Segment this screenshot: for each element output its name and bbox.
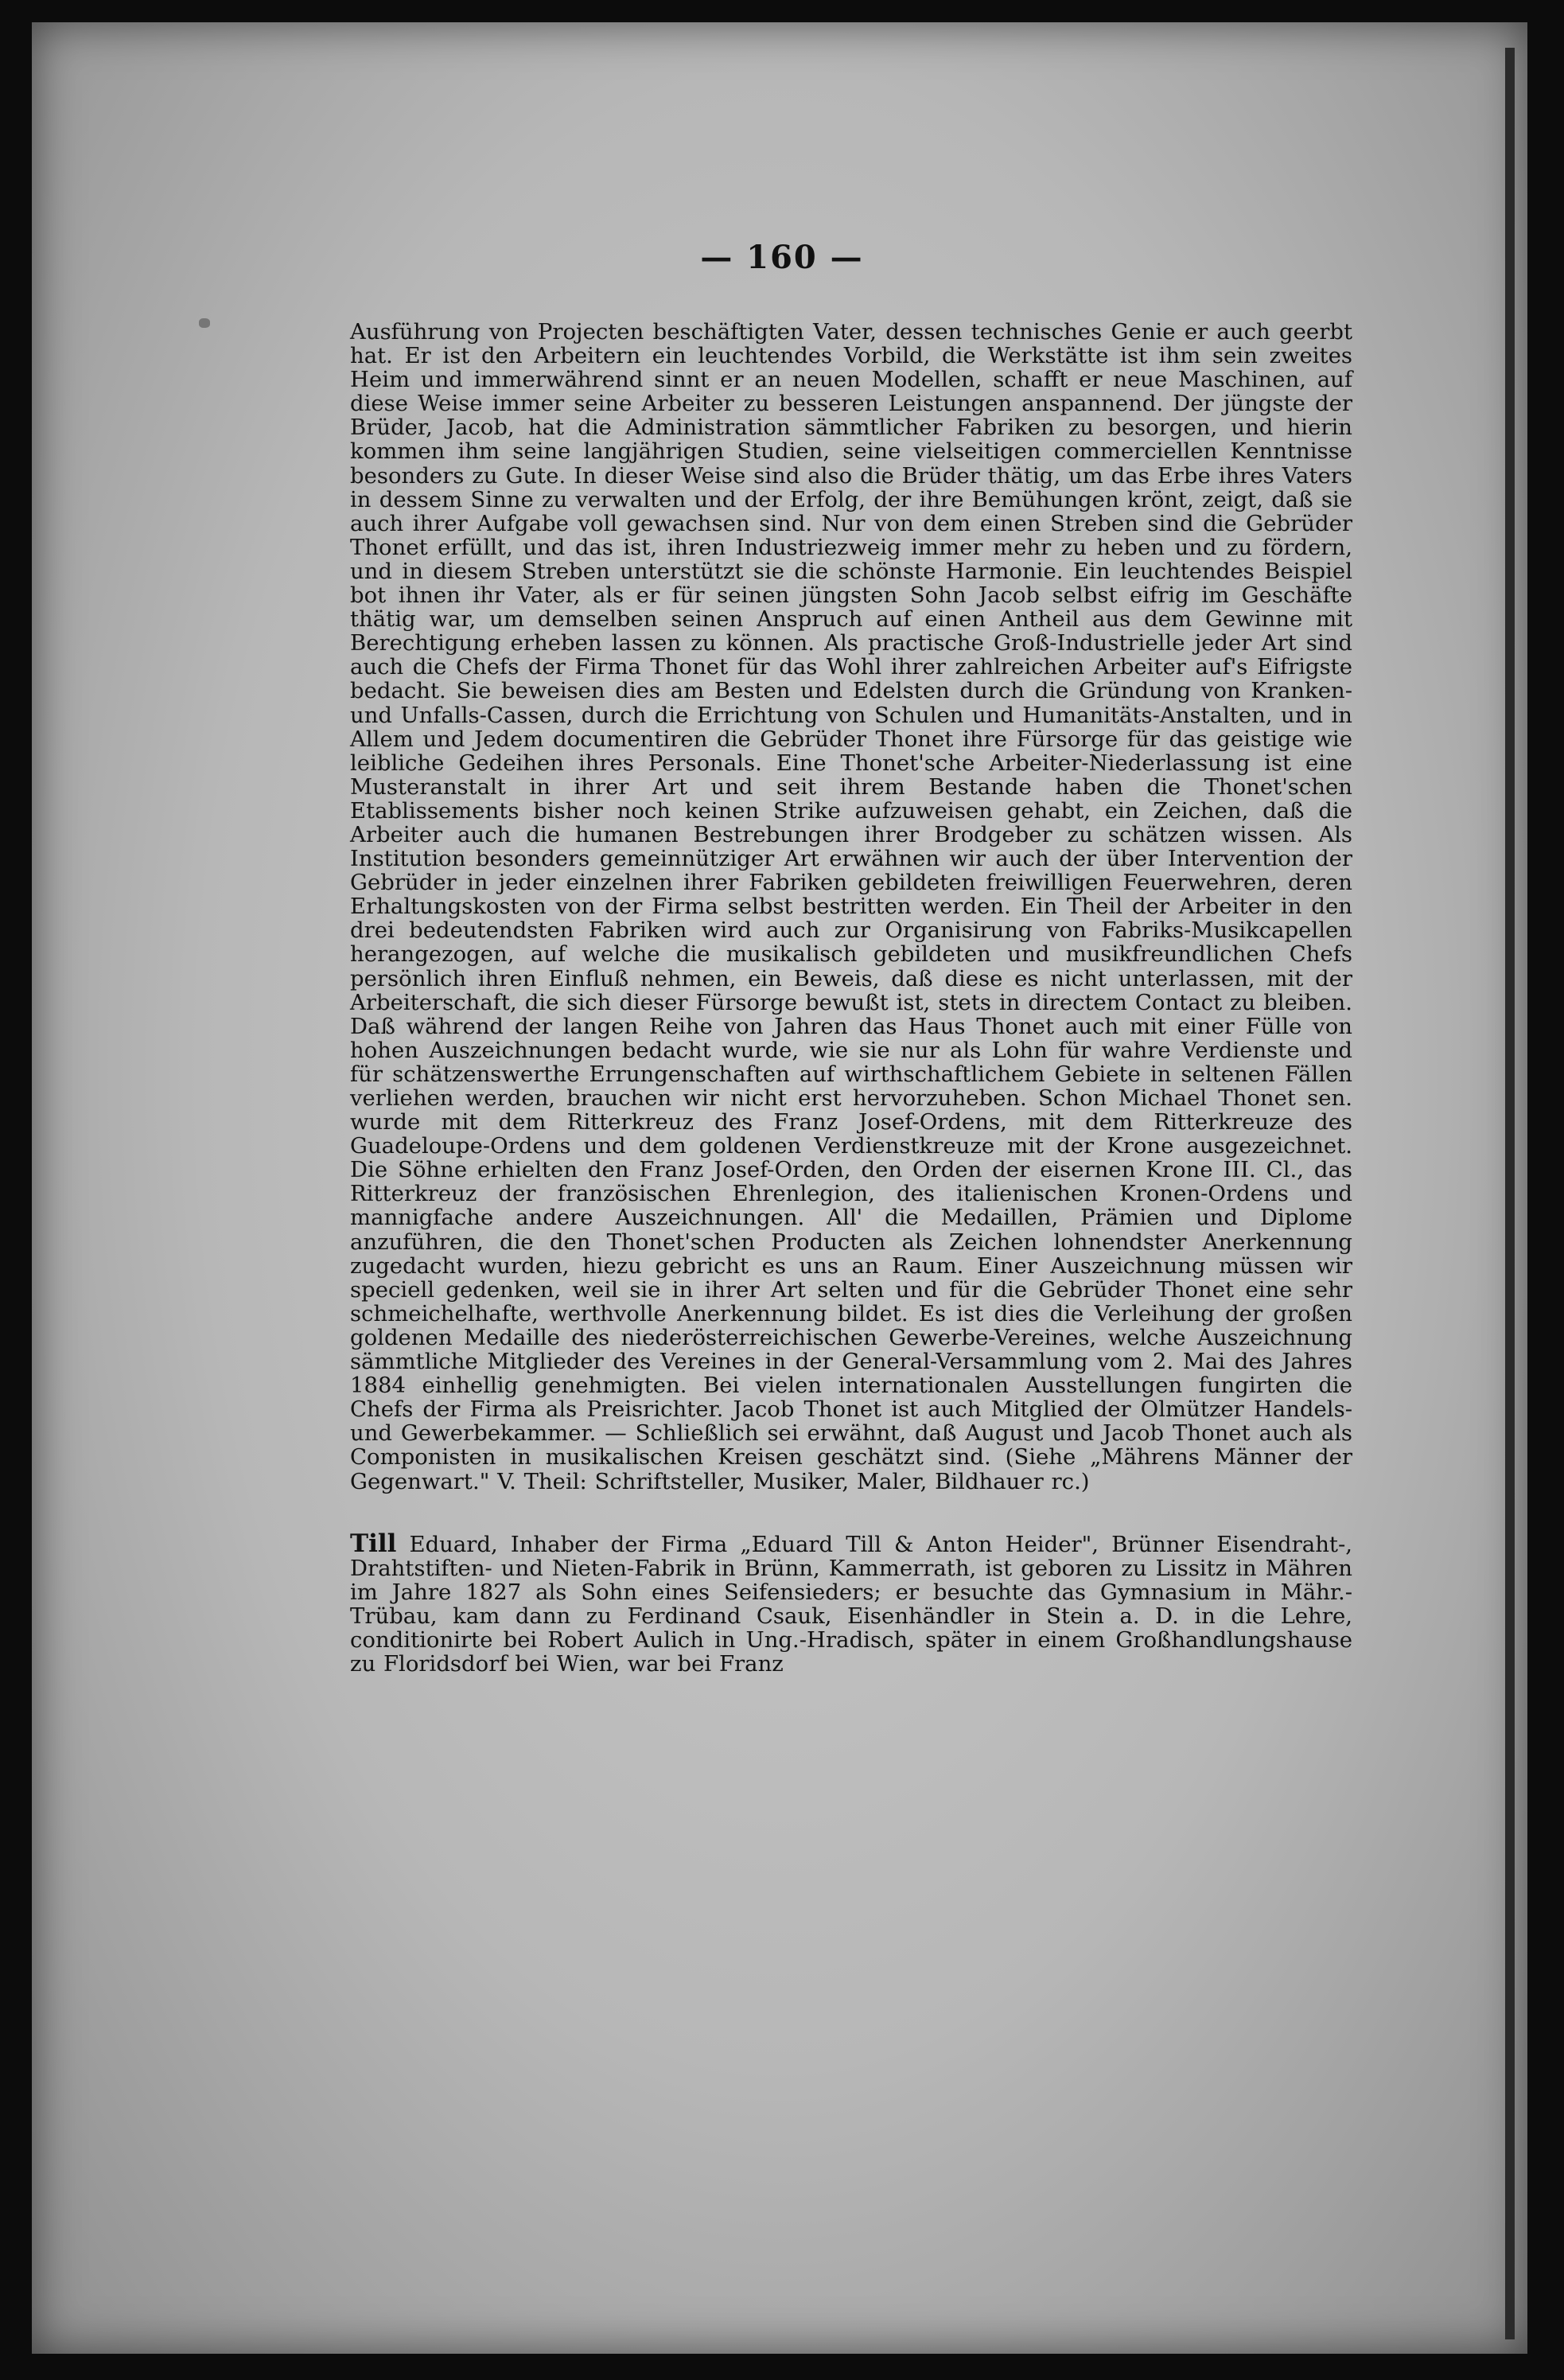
body-text	[350, 320, 1352, 1676]
paragraph-till	[350, 1529, 1352, 1677]
entry-name: Till	[350, 1529, 397, 1558]
ink-spot	[199, 318, 210, 328]
entry-text: Eduard, Inhaber der Firma „Eduard Till & Anton Heider", Brünner Eisendraht-, Drahtstiften- und Nieten-Fabrik in Brünn, Kammerrath, ist geboren zu Lissitz in Mähren im Jahre 1827 als Sohn eines Seifensieders; er besuchte das Gymnasium in Mähr.-Trübau, kam dann zu Ferdinand Csauk, Eisenhändler in Stein a. D. in die Lehre, conditionirte bei Robert Aulich in Ung.-Hradisch, später in einem Großhandlungshause zu Floridsdorf bei Wien, war bei Franz	[350, 1531, 1352, 1677]
page-edge-shadow	[1505, 48, 1515, 2339]
page-number: — 160 —	[700, 239, 864, 276]
paragraph-thonet: Ausführung von Projecten beschäftigten Vater, dessen technisches Genie er auch geerbt hat. Er ist den Arbeitern ein leuchtendes Vorbild, die Werkstätte ist ihm sein zweites Heim und immerwährend sinnt er an neuen Modellen, schafft er neue Maschinen, auf diese Weise immer seine Arbeiter zu besseren Leistungen anspannend. Der jüngste der Brüder, Jacob, hat die Administration sämmtlicher Fabriken zu besorgen, und hierin kommen ihm seine langjährigen Studien, seine vielseitigen commerciellen Kenntnisse besonders zu Gute. In dieser Weise sind also die Brüder thätig, um das Erbe ihres Vaters in dessem Sinne zu verwalten und der Erfolg, der ihre Bemühungen krönt, zeigt, daß sie auch ihrer Aufgabe voll gewachsen sind. Nur von dem einen Streben sind die Gebrüder Thonet erfüllt, und das ist, ihren Industriezweig immer mehr zu heben und zu fördern, und in diesem Streben unterstützt sie die schönste Harmonie. Ein leuchtendes Beispiel bot ihnen ihr Vater, als er für seinen jüngsten Sohn Jacob selbst eifrig im Geschäfte thätig war, um demselben seinen Anspruch auf einen Antheil aus dem Gewinne mit Berechtigung erheben lassen zu können. Als practische Groß-Industrielle jeder Art sind auch die Chefs der Firma Thonet für das Wohl ihrer zahlreichen Arbeiter auf's Eifrigste bedacht. Sie beweisen dies am Besten und Edelsten durch die Gründung von Kranken- und Unfalls-Cassen, durch die Errichtung von Schulen und Humanitäts-Anstalten, und in Allem und Jedem documentiren die Gebrüder Thonet ihre Fürsorge für das geistige wie leibliche Gedeihen ihres Personals. Eine Thonet'sche Arbeiter-Niederlassung ist eine Musteranstalt in ihrer Art und seit ihrem Bestande haben die Thonet'schen Etablissements bisher noch keinen Strike aufzuweisen gehabt, ein Zeichen, daß die Arbeiter auch die humanen Bestrebungen ihrer Brodgeber zu schätzen wissen. Als Institution besonders gemeinnütziger Art erwähnen wir auch der über Intervention der Gebrüder in jeder einzelnen ihrer Fabriken gebildeten freiwilligen Feuerwehren, deren Erhaltungskosten von der Firma selbst bestritten werden. Ein Theil der Arbeiter in den drei bedeutendsten Fabriken wird auch zur Organisirung von Fabriks-Musikcapellen herangezogen, auf welche die musikalisch gebildeten und musikfreundlichen Chefs persönlich ihren Einfluß nehmen, ein Beweis, daß diese es nicht unterlassen, mit der Arbeiterschaft, die sich dieser Fürsorge bewußt ist, stets in directem Contact zu bleiben. Daß während der langen Reihe von Jahren das Haus Thonet auch mit einer Fülle von hohen Auszeichnungen bedacht wurde, wie sie nur als Lohn für wahre Verdienste und für schätzenswerthe Errungenschaften auf wirthschaftlichem Gebiete in seltenen Fällen verliehen werden, brauchen wir nicht erst hervorzuheben. Schon Michael Thonet sen. wurde mit dem Ritterkreuz des Franz Josef-Ordens, mit dem Ritterkreuze des Guadeloupe-Ordens und dem goldenen Verdienstkreuze mit der Krone ausgezeichnet. Die Söhne erhielten den Franz Josef-Orden, den Orden der eisernen Krone III. Cl., das Ritterkreuz der französischen Ehrenlegion, des italienischen Kronen-Ordens und mannigfache andere Auszeichnungen. All' die Medaillen, Prämien und Diplome anzuführen, die den Thonet'schen Producten als Zeichen lohnendster Anerkennung zugedacht wurden, hiezu gebricht es uns an Raum. Einer Auszeichnung müssen wir speciell gedenken, weil sie in ihrer Art selten und für die Gebrüder Thonet eine sehr schmeichelhafte, werthvolle Anerkennung bildet. Es ist dies die Verleihung der großen goldenen Medaille des niederösterreichischen Gewerbe-Vereines, welche Auszeichnung sämmtliche Mitglieder des Vereines in der General-Versammlung vom 2. Mai des Jahres 1884 einhellig genehmigten. Bei vielen internationalen Ausstellungen fungirten die Chefs der Firma als Preisrichter. Jacob Thonet ist auch Mitglied der Olmützer Handels- und Gewerbekammer. — Schließlich sei erwähnt, daß August und Jacob Thonet auch als Componisten in musikalischen Kreisen geschätzt sind. (Siehe „Mährens Männer der Gegenwart." V. Theil: Schriftsteller, Musiker, Maler, Bildhauer rc.)	[350, 319, 1352, 1494]
